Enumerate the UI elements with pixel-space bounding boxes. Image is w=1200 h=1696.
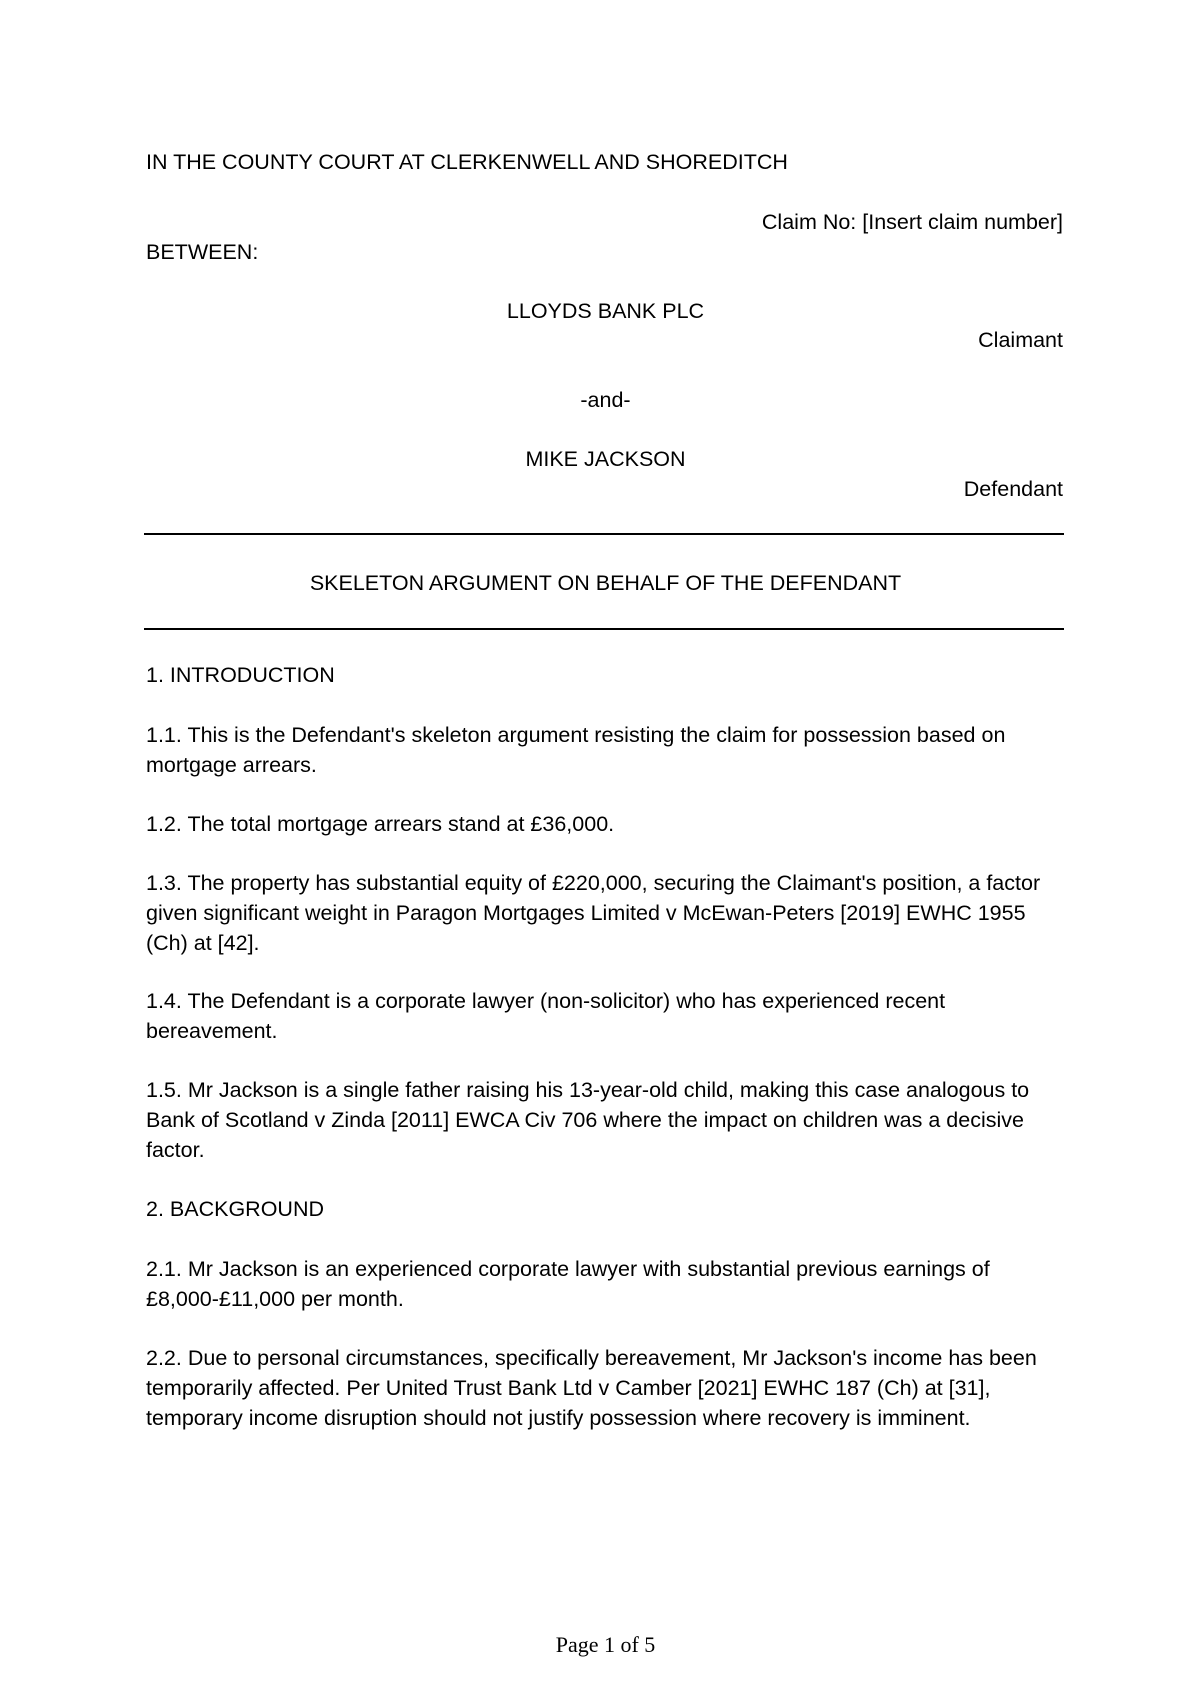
claimant-name: LLOYDS BANK PLC [506,299,705,323]
paragraph: 1.4. The Defendant is a corporate lawyer (non-solicitor) who has experienced recent bereavement. [146,989,946,1043]
paragraph: 1.1. This is the Defendant's skeleton argument resisting the claim for possession based on mortgage arrears. [146,723,1006,777]
claim-number: Claim No: [Insert claim number] [761,210,1063,234]
top-divider [144,533,1064,535]
court-heading: IN THE COUNTY COURT AT CLERKENWELL AND SHOREDITCH [146,150,788,174]
page-footer: Page 1 of 5 [555,1632,656,1657]
section-heading: 1. INTRODUCTION [146,663,335,687]
bottom-divider [144,628,1064,630]
paragraph: 1.5. Mr Jackson is a single father raising his 13-year-old child, making this case analogous to Bank of Scotland v Zinda [2011] EWCA Civ 706 where the impact on children was a decisive factor. [146,1078,1030,1162]
defendant-role: Defendant [963,477,1063,501]
claimant-role: Claimant [978,328,1063,352]
paragraph: 2.2. Due to personal circumstances, specifically bereavement, Mr Jackson's income has been temporarily affected. Per United Trust Bank Ltd v Camber [2021] EWHC 187 (Ch) at [31], temporary income disruption should not justify possession where recovery is imminent. [146,1346,1037,1430]
document-title: SKELETON ARGUMENT ON BEHALF OF THE DEFENDANT [309,571,902,595]
section-heading: 2. BACKGROUND [146,1197,325,1221]
and-separator: -and- [580,388,631,412]
between-label: BETWEEN: [146,240,259,264]
paragraph: 1.3. The property has substantial equity of £220,000, securing the Claimant's position, a factor given significant weight in Paragon Mortgages Limited v McEwan-Peters [2019] EWHC 1955 (Ch) at [42]. [146,871,1041,955]
paragraph: 2.1. Mr Jackson is an experienced corporate lawyer with substantial previous earnings of £8,000-£11,000 per month. [146,1257,990,1311]
paragraph: 1.2. The total mortgage arrears stand at £36,000. [146,812,615,836]
defendant-name: MIKE JACKSON [525,447,686,471]
